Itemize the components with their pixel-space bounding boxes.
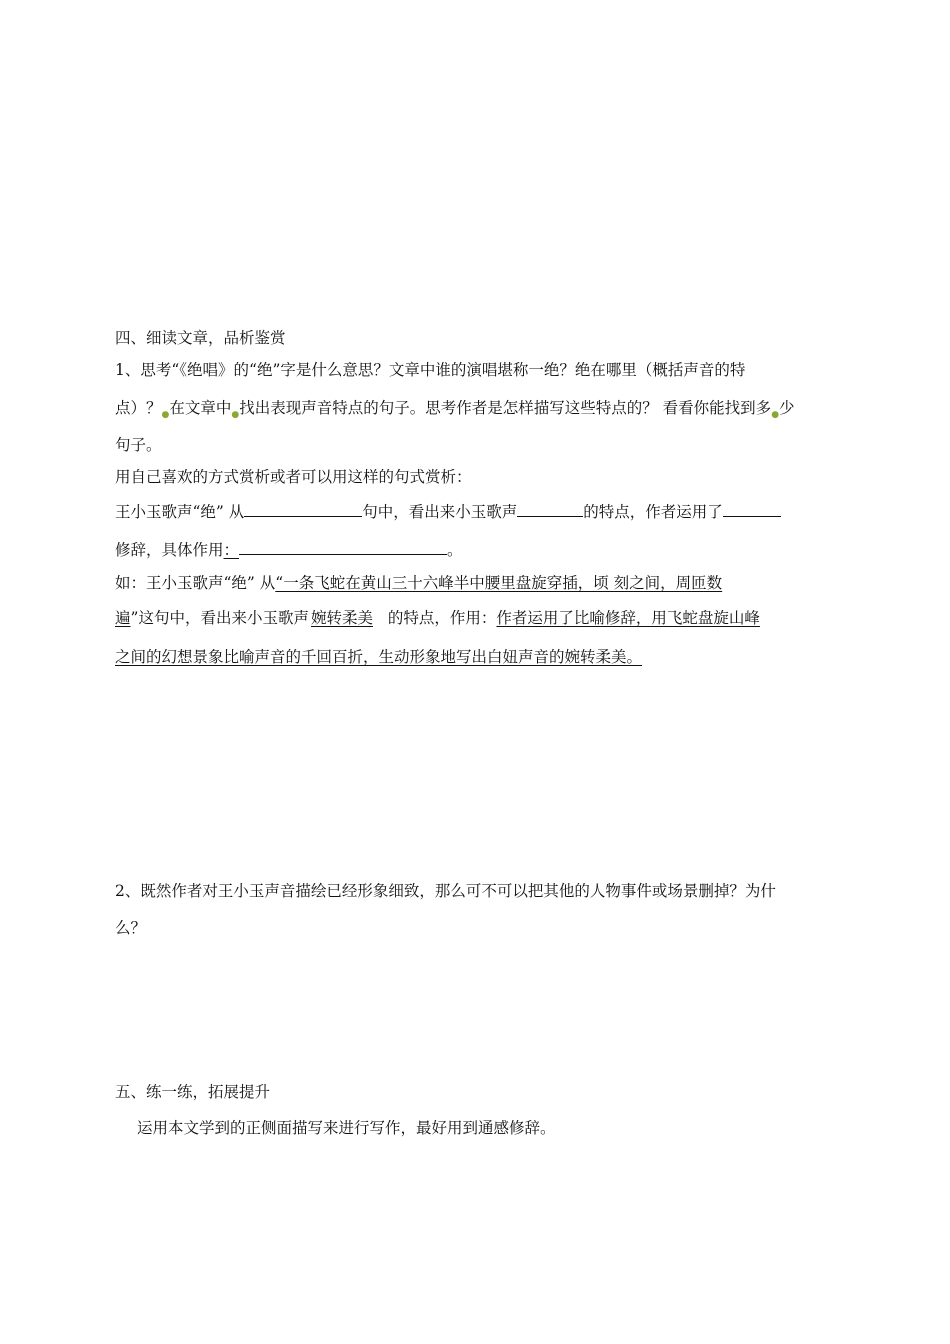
method-intro: 用自己喜欢的方式赏析或者可以用这样的句式赏析： — [115, 468, 472, 486]
section5-heading: 五、练一练，拓展提升 — [115, 1083, 271, 1101]
example-quote-2: 遍 — [115, 609, 131, 627]
mark-dot: ● — [771, 410, 780, 420]
example-feature: 婉转柔美 — [310, 609, 373, 627]
blank-rhetoric[interactable] — [723, 500, 781, 517]
template-part4: 修辞，具体作用 — [115, 541, 224, 559]
question2-line2: 么？ — [115, 919, 147, 937]
question2-line1: 2、既然作者对王小玉声音描绘已经形象细致，那么可不可以把其他的人物事件或场景删掉？为什 — [115, 882, 776, 900]
template-part1: 王小玉歌声“绝” 从 — [115, 503, 245, 521]
example-mid: ”这句中，看出来小玉歌声 — [130, 609, 309, 627]
template-part5: ： — [223, 541, 240, 559]
mark-dot: ● — [161, 410, 170, 420]
question1-line3: 句子。 — [115, 436, 162, 454]
template-part2: 句中，看出来小玉歌声 — [362, 503, 518, 521]
question1-line2-b: 在文章中 — [169, 399, 232, 417]
template-part3: 的特点，作者运用了 — [583, 503, 723, 521]
question1-line1: 1、思考“《绝唱》的“绝”字是什么意思？文章中谁的演唱堪称一绝？绝在哪里（概括声音的特 — [115, 361, 746, 379]
example-effect-1: 作者运用了比喻修辞，用飞蛇盘旋山峰 — [496, 609, 760, 627]
template-part6: 。 — [447, 541, 463, 559]
example-effect-2: 之间的幻想景象比喻声音的千回百折，生动形象地写出白妞声音的婉转柔美。 — [115, 648, 643, 666]
example-prefix: 如：王小玉歌声“绝” 从 — [115, 574, 276, 592]
example-line3 — [115, 646, 642, 668]
mark-dot: ● — [231, 410, 240, 420]
blank-sentence[interactable] — [244, 500, 362, 517]
blank-feature[interactable] — [517, 500, 583, 517]
example-line2 — [115, 607, 760, 629]
question1-line2-a: 点）？ — [115, 399, 162, 417]
template-line2 — [115, 538, 463, 561]
example-quote-1: “一条飞蛇在黄山三十六峰半中腰里盘旋穿插，顷 刻之间，周匝数 — [275, 574, 723, 592]
section4-heading: 四、细读文章，品析鉴赏 — [115, 329, 286, 347]
blank-effect[interactable] — [239, 538, 447, 555]
question1-line2 — [115, 397, 795, 422]
template-line1 — [115, 500, 781, 523]
section5-task: 运用本文学到的正侧面描写来进行写作，最好用到通感修辞。 — [137, 1119, 556, 1137]
question1-line2-d: 少 — [779, 399, 795, 417]
question1-line2-c: 找出表现声音特点的句子。思考作者是怎样描写这些特点的？ 看看你能找到多 — [239, 399, 772, 417]
example-mid2: 的特点，作用： — [382, 609, 497, 627]
example-line1 — [115, 572, 722, 594]
